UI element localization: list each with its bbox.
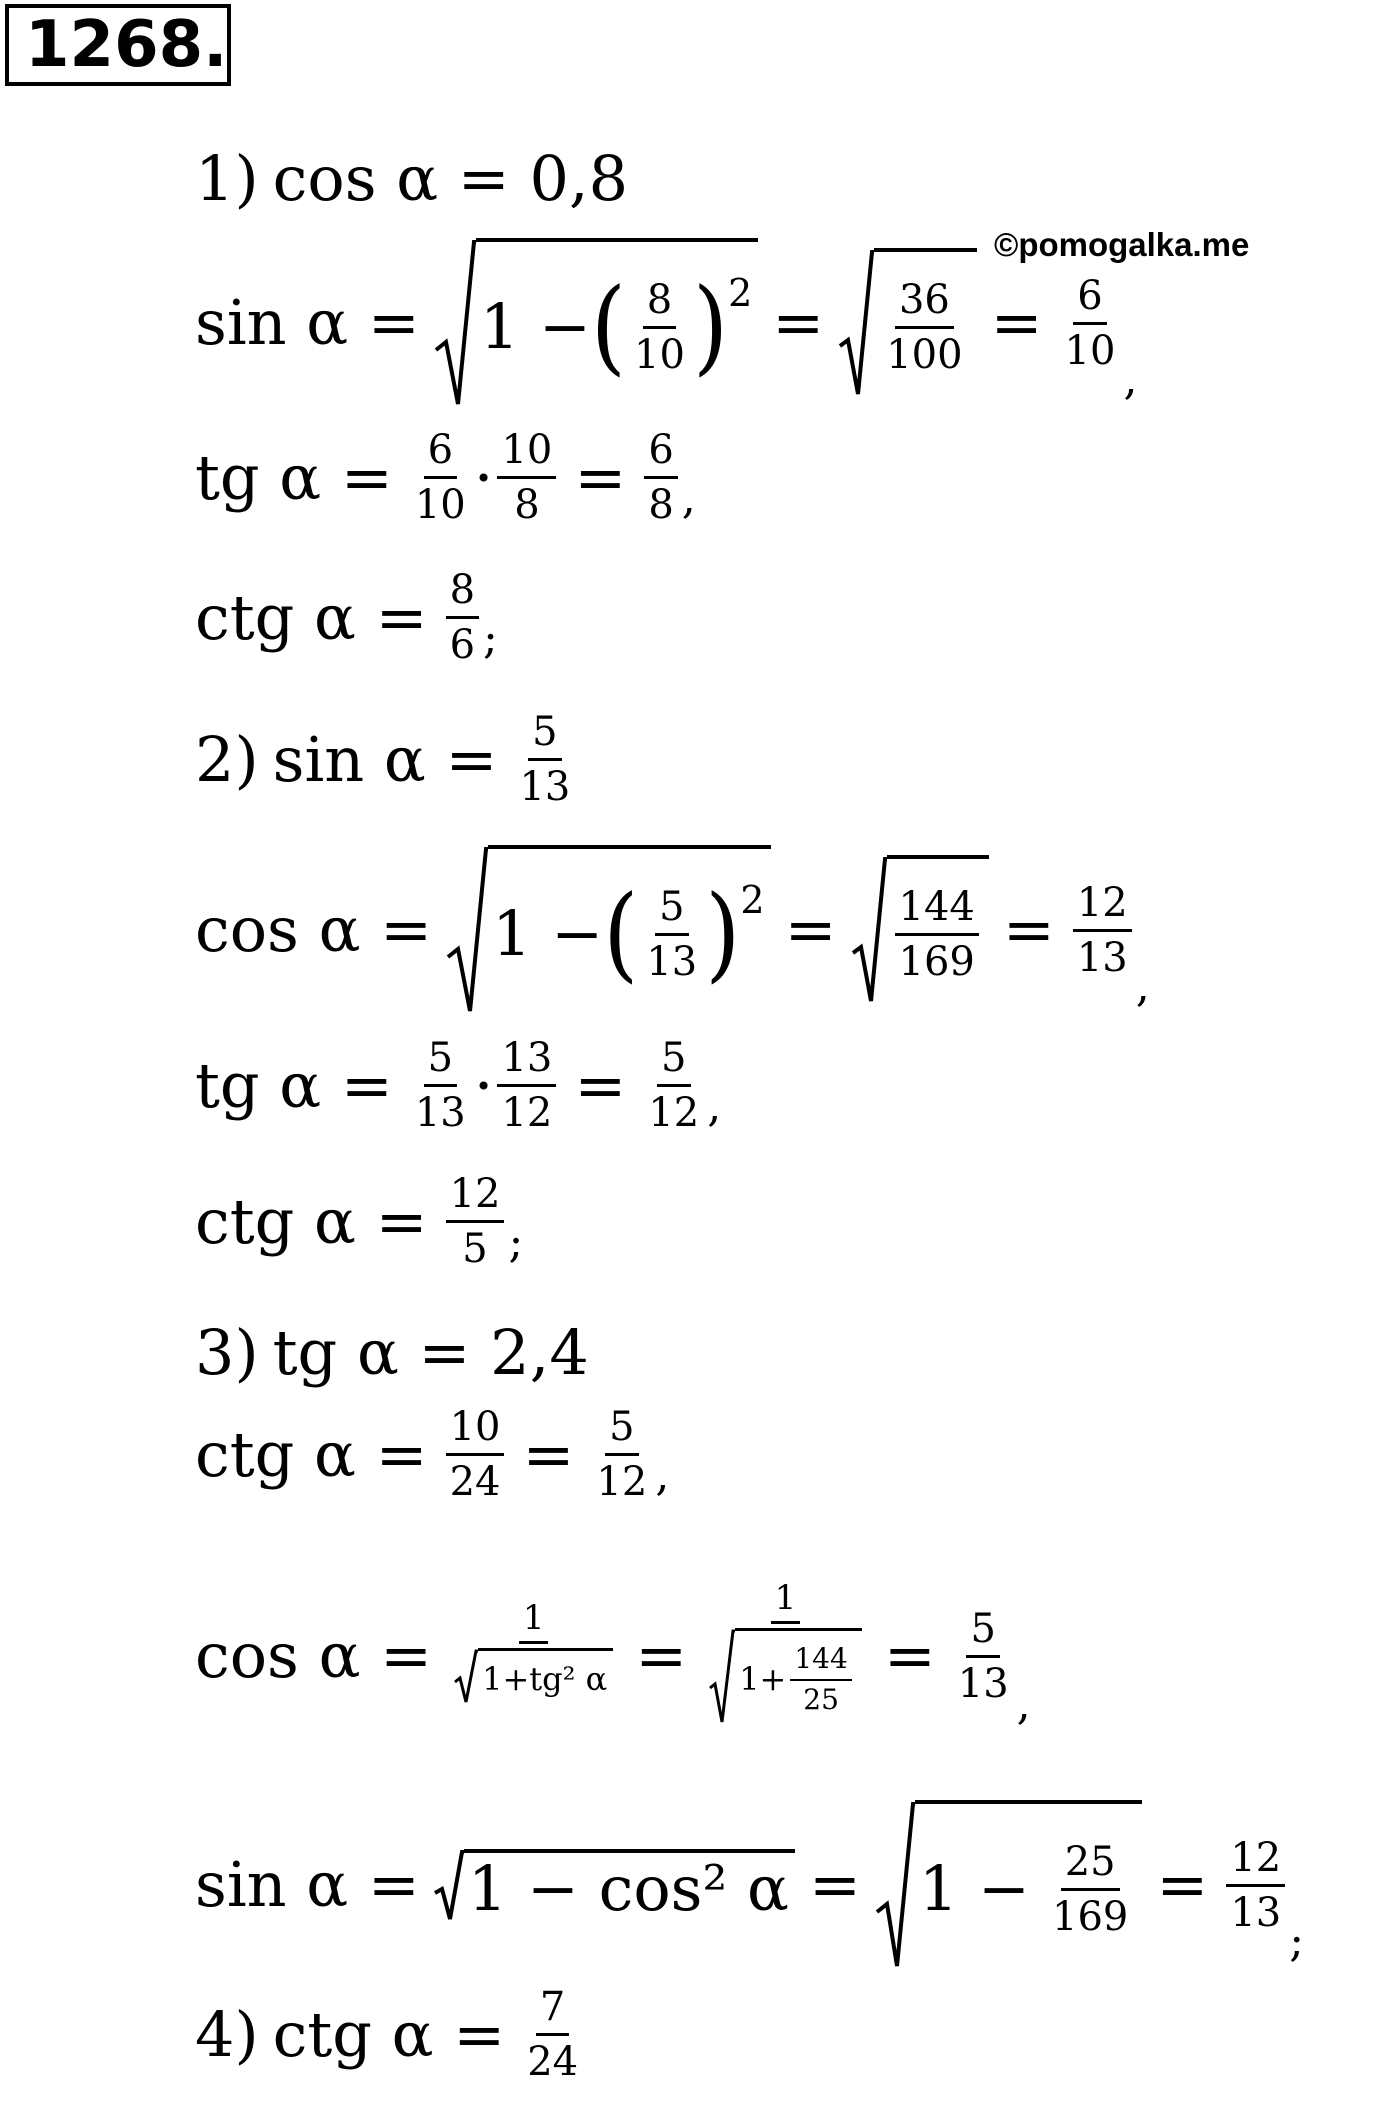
part3-cos-frac1 bbox=[450, 1600, 617, 1713]
part4-given-den: 24 bbox=[527, 2039, 579, 2085]
part3-given-line bbox=[195, 1316, 589, 1389]
part2-given-line bbox=[195, 710, 578, 809]
part3-cos-lhs: cos α = bbox=[195, 1619, 433, 1693]
part2-cos-r1: 144 bbox=[895, 885, 979, 936]
part3-sin-in-den: 169 bbox=[1052, 1893, 1129, 1940]
part1-tg-b-den: 8 bbox=[514, 482, 540, 528]
part2-tg-b-den: 12 bbox=[501, 1090, 553, 1136]
part3-cos-f2-num: 1 bbox=[771, 1580, 801, 1624]
part3-sin-sqrt2 bbox=[875, 1800, 1142, 1970]
part1-ctg-lhs: ctg α = bbox=[195, 580, 428, 654]
part2-tg-a-num: 5 bbox=[424, 1036, 457, 1087]
part1-sin-res-den: 10 bbox=[1064, 327, 1116, 374]
part3-cos-f1-den: 1+tg² α bbox=[478, 1648, 613, 1704]
part3-cos-f2-in-den: 25 bbox=[803, 1682, 839, 1716]
part2-tg-res-den: 12 bbox=[648, 1090, 700, 1136]
part2-given-den: 13 bbox=[519, 764, 571, 810]
part2-given-num: 5 bbox=[528, 710, 561, 761]
part3-cos-f2-pre: 1+ bbox=[739, 1660, 787, 1699]
part2-ctg-line: ctg α = $\frac{12}{5}$ ; bbox=[195, 1171, 524, 1272]
part2-cos-den: 13 bbox=[646, 938, 698, 985]
part2-tg-line: tg α = $\frac{5}{13}$ · $\frac{13}{12}$ = $\frac{5}{12}$ , bbox=[195, 1035, 722, 1136]
part2-cos-lhs: cos α = bbox=[195, 893, 433, 966]
problem-number: 1268. bbox=[25, 8, 228, 82]
part4-given-line bbox=[195, 1985, 586, 2084]
part1-tg-b-num: 10 bbox=[497, 428, 556, 479]
part2-cos-sqrt: 1 − ( $\frac{5}{13}$ ) 2 bbox=[446, 845, 770, 1015]
part3-sin-lhs: sin α = bbox=[195, 1848, 420, 1921]
part2-cos-r2: 169 bbox=[898, 938, 975, 985]
part1-tg-a-num: 6 bbox=[424, 428, 457, 479]
part2-ctg-num: 12 bbox=[446, 1172, 505, 1223]
part3-sin-pre: 1 − bbox=[918, 1852, 1030, 1925]
part2-tg-b-num: 13 bbox=[497, 1036, 556, 1087]
part2-cos-res-num: 12 bbox=[1073, 881, 1132, 932]
part2-tg-lhs: tg α = bbox=[195, 1048, 393, 1122]
part1-label: 1) bbox=[195, 142, 259, 215]
part1-sin-lhs: sin α = bbox=[195, 286, 420, 359]
part3-given: tg α = 2,4 bbox=[272, 1316, 589, 1389]
part1-sin-r2: 100 bbox=[886, 331, 963, 378]
part4-label: 4) bbox=[195, 1997, 259, 2071]
part1-sin-res-num: 6 bbox=[1073, 274, 1106, 325]
part3-sin-sqrt1 bbox=[434, 1849, 795, 1925]
part3-ctg-res-den: 12 bbox=[596, 1459, 648, 1505]
part3-ctg-line: ctg α = $\frac{10}{24}$ = $\frac{5}{12}$ , bbox=[195, 1404, 670, 1505]
part1-tg-res-den: 8 bbox=[648, 482, 674, 528]
part3-cos-frac2 bbox=[705, 1580, 866, 1733]
part1-sin-sqrt2 bbox=[838, 248, 976, 398]
part1-tg-line: tg α = $\frac{6}{10}$ · $\frac{10}{8}$ = $\frac{6}{8}$ , bbox=[195, 427, 696, 528]
part2-cos-line: cos α = 1 − ( $\frac{5}{13}$ ) 2 = $\frac{144}{169}$ = $\frac{12}{13}$ , bbox=[195, 845, 1150, 1015]
part1-tg-res-num: 6 bbox=[644, 428, 677, 479]
part3-ctg-res-num: 5 bbox=[605, 1405, 638, 1456]
part3-ctg-lhs: ctg α = bbox=[195, 1417, 428, 1491]
part2-tg-a-den: 13 bbox=[414, 1090, 466, 1136]
part1-given: cos α = 0,8 bbox=[272, 142, 629, 215]
part1-ctg-num: 8 bbox=[446, 568, 479, 619]
part1-ctg-den: 6 bbox=[449, 622, 476, 668]
part3-cos-res-den: 13 bbox=[957, 1660, 1009, 1707]
problem-number-box bbox=[5, 4, 231, 86]
part2-ctg-lhs: ctg α = bbox=[195, 1184, 428, 1258]
part1-sin-sqrt: 1 − ( $\frac{8}{10}$ ) 2 bbox=[434, 238, 758, 408]
part3-sin-in-num: 25 bbox=[1061, 1840, 1120, 1891]
part3-sin-rad1: 1 − cos² α bbox=[464, 1849, 795, 1921]
part2-label: 2) bbox=[195, 722, 259, 796]
part1-sin-den: 10 bbox=[634, 331, 685, 378]
part3-sin-res-num: 12 bbox=[1226, 1836, 1285, 1887]
part1-ctg-line: ctg α = $\frac{8}{6}$ ; bbox=[195, 567, 498, 668]
part3-label: 3) bbox=[195, 1316, 259, 1389]
part3-cos-line: cos α = $\frac{1}{\text{1+tg² α}}$ = 1 1+ $\frac{144}{25}$ = $\frac{5}{13}$ , bbox=[195, 1580, 1031, 1733]
part3-ctg-a-num: 10 bbox=[446, 1405, 505, 1456]
part2-ctg-den: 5 bbox=[462, 1226, 488, 1272]
part2-cos-sqrt2 bbox=[851, 855, 989, 1005]
part2-given-lhs: sin α = bbox=[272, 722, 498, 796]
part3-cos-f2-in-num: 144 bbox=[790, 1644, 851, 1681]
watermark: ©pomogalka.me bbox=[994, 226, 1250, 263]
part1-sin-line: sin α = 1 − ( $\frac{8}{10}$ ) 2 = $\frac{36}{100}$ = $\frac{6}{10}$ , bbox=[195, 238, 1137, 408]
part1-sin-r1: 36 bbox=[895, 278, 954, 329]
part4-given-num: 7 bbox=[536, 1985, 569, 2036]
part1-tg-a-den: 10 bbox=[414, 482, 466, 528]
part3-cos-f1-num: 1 bbox=[519, 1600, 549, 1644]
part2-tg-res-num: 5 bbox=[657, 1036, 690, 1087]
part1-given-line bbox=[195, 142, 629, 215]
part3-sin-res-den: 13 bbox=[1230, 1889, 1282, 1936]
part2-cos-res-den: 13 bbox=[1076, 934, 1128, 981]
part3-cos-res-num: 5 bbox=[966, 1607, 999, 1658]
part1-tg-lhs: tg α = bbox=[195, 440, 393, 514]
part1-sin-num: 8 bbox=[643, 278, 676, 329]
part4-given-lhs: ctg α = bbox=[272, 1997, 506, 2071]
part3-ctg-a-den: 24 bbox=[449, 1459, 501, 1505]
part3-sin-line: sin α = 1 − cos² α = 1 − $\frac{25}{169}$ = $\frac{12}{13}$ ; bbox=[195, 1800, 1304, 1970]
part2-cos-num: 5 bbox=[655, 885, 688, 936]
